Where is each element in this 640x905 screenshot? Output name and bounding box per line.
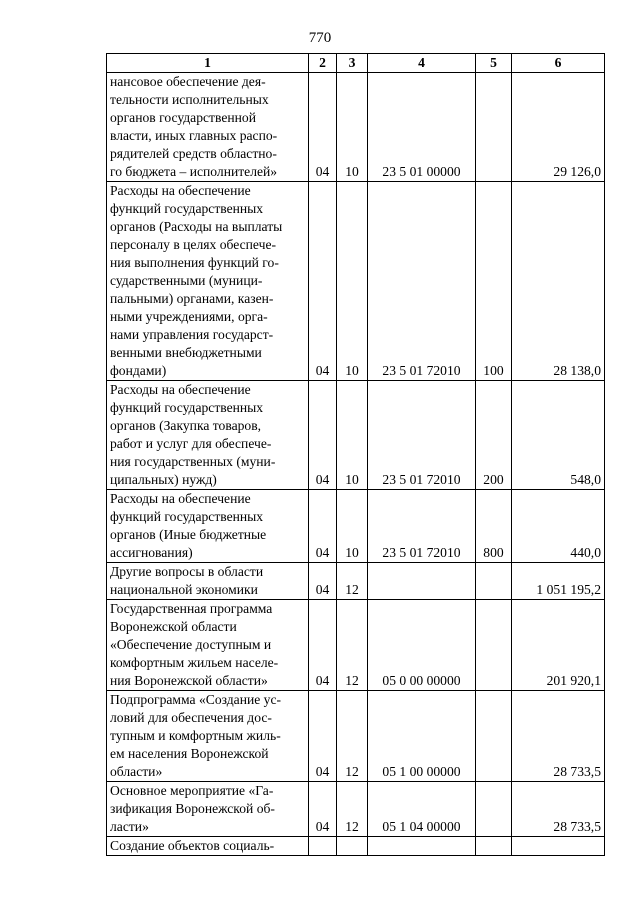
- row-sum: 1 051 195,2: [512, 563, 605, 600]
- header-col-2: 2: [309, 54, 337, 73]
- row-subsection: 12: [337, 782, 368, 837]
- row-name: Другие вопросы в области национальной экономики: [107, 563, 309, 600]
- row-name: Создание объектов социаль-: [107, 837, 309, 856]
- row-name: Государственная программа Воронежской области «Обеспечение доступным и комфортным жильем населе- ния Воронежской области»: [107, 600, 309, 691]
- table-row: [107, 73, 605, 182]
- page-number: 770: [308, 30, 332, 46]
- row-target-article: [368, 563, 476, 600]
- row-subsection: 12: [337, 600, 368, 691]
- row-section: 04: [309, 73, 337, 182]
- row-name: Расходы на обеспечение функций государственных органов (Расходы на выплаты персоналу в целях обеспече- ния выполнения функций го- сударственными (муници- пальными) органами, казен- ными учреждениями, орга- нами управления государст- венными внебюджетными фондами): [107, 182, 309, 381]
- row-subsection: [337, 837, 368, 856]
- table-row: [107, 782, 605, 837]
- row-sum: [512, 837, 605, 856]
- row-section: 04: [309, 381, 337, 490]
- row-target-article: 05 1 04 00000: [368, 782, 476, 837]
- row-expense-type: [476, 782, 512, 837]
- row-subsection: 10: [337, 381, 368, 490]
- row-section: 04: [309, 782, 337, 837]
- row-expense-type: [476, 691, 512, 782]
- row-section: 04: [309, 563, 337, 600]
- header-col-5: 5: [476, 54, 512, 73]
- row-expense-type: 800: [476, 490, 512, 563]
- table-row: [107, 837, 605, 856]
- row-section: 04: [309, 490, 337, 563]
- row-name: Расходы на обеспечение функций государственных органов (Закупка товаров, работ и услуг для обеспече- ния государственных (муни- ципальных) нужд): [107, 381, 309, 490]
- row-target-article: 23 5 01 72010: [368, 490, 476, 563]
- budget-table: [106, 53, 605, 856]
- row-section: [309, 837, 337, 856]
- row-section: 04: [309, 691, 337, 782]
- row-sum: 29 126,0: [512, 73, 605, 182]
- row-target-article: 23 5 01 72010: [368, 182, 476, 381]
- header-col-3: 3: [337, 54, 368, 73]
- row-sum: 28 733,5: [512, 691, 605, 782]
- row-section: 04: [309, 600, 337, 691]
- row-expense-type: [476, 837, 512, 856]
- row-name: Основное мероприятие «Га- зификация Воронежской об- ласти»: [107, 782, 309, 837]
- header-row: [107, 54, 605, 73]
- row-expense-type: [476, 600, 512, 691]
- row-name: Подпрограмма «Создание ус- ловий для обеспечения дос- тупным и комфортным жиль- ем населения Воронежской области»: [107, 691, 309, 782]
- row-subsection: 12: [337, 563, 368, 600]
- row-sum: 201 920,1: [512, 600, 605, 691]
- table-row: [107, 490, 605, 563]
- row-subsection: 10: [337, 73, 368, 182]
- row-target-article: 05 1 00 00000: [368, 691, 476, 782]
- row-sum: 440,0: [512, 490, 605, 563]
- header-col-6: 6: [512, 54, 605, 73]
- row-sum: 548,0: [512, 381, 605, 490]
- row-target-article: 23 5 01 00000: [368, 73, 476, 182]
- row-name: нансовое обеспечение дея- тельности исполнительных органов государственной власти, иных главных распо- рядителей средств областно- го бюджета – исполнителей»: [107, 73, 309, 182]
- row-target-article: 05 0 00 00000: [368, 600, 476, 691]
- row-target-article: [368, 837, 476, 856]
- table-row: [107, 691, 605, 782]
- row-expense-type: 100: [476, 182, 512, 381]
- row-sum: 28 733,5: [512, 782, 605, 837]
- row-sum: 28 138,0: [512, 182, 605, 381]
- table-row: [107, 563, 605, 600]
- row-name: Расходы на обеспечение функций государственных органов (Иные бюджетные ассигнования): [107, 490, 309, 563]
- row-expense-type: 200: [476, 381, 512, 490]
- row-expense-type: [476, 73, 512, 182]
- row-subsection: 10: [337, 182, 368, 381]
- header-col-1: 1: [107, 54, 309, 73]
- table-row: [107, 381, 605, 490]
- table-row: [107, 182, 605, 381]
- row-subsection: 10: [337, 490, 368, 563]
- row-target-article: 23 5 01 72010: [368, 381, 476, 490]
- row-subsection: 12: [337, 691, 368, 782]
- table-row: [107, 600, 605, 691]
- row-expense-type: [476, 563, 512, 600]
- row-section: 04: [309, 182, 337, 381]
- header-col-4: 4: [368, 54, 476, 73]
